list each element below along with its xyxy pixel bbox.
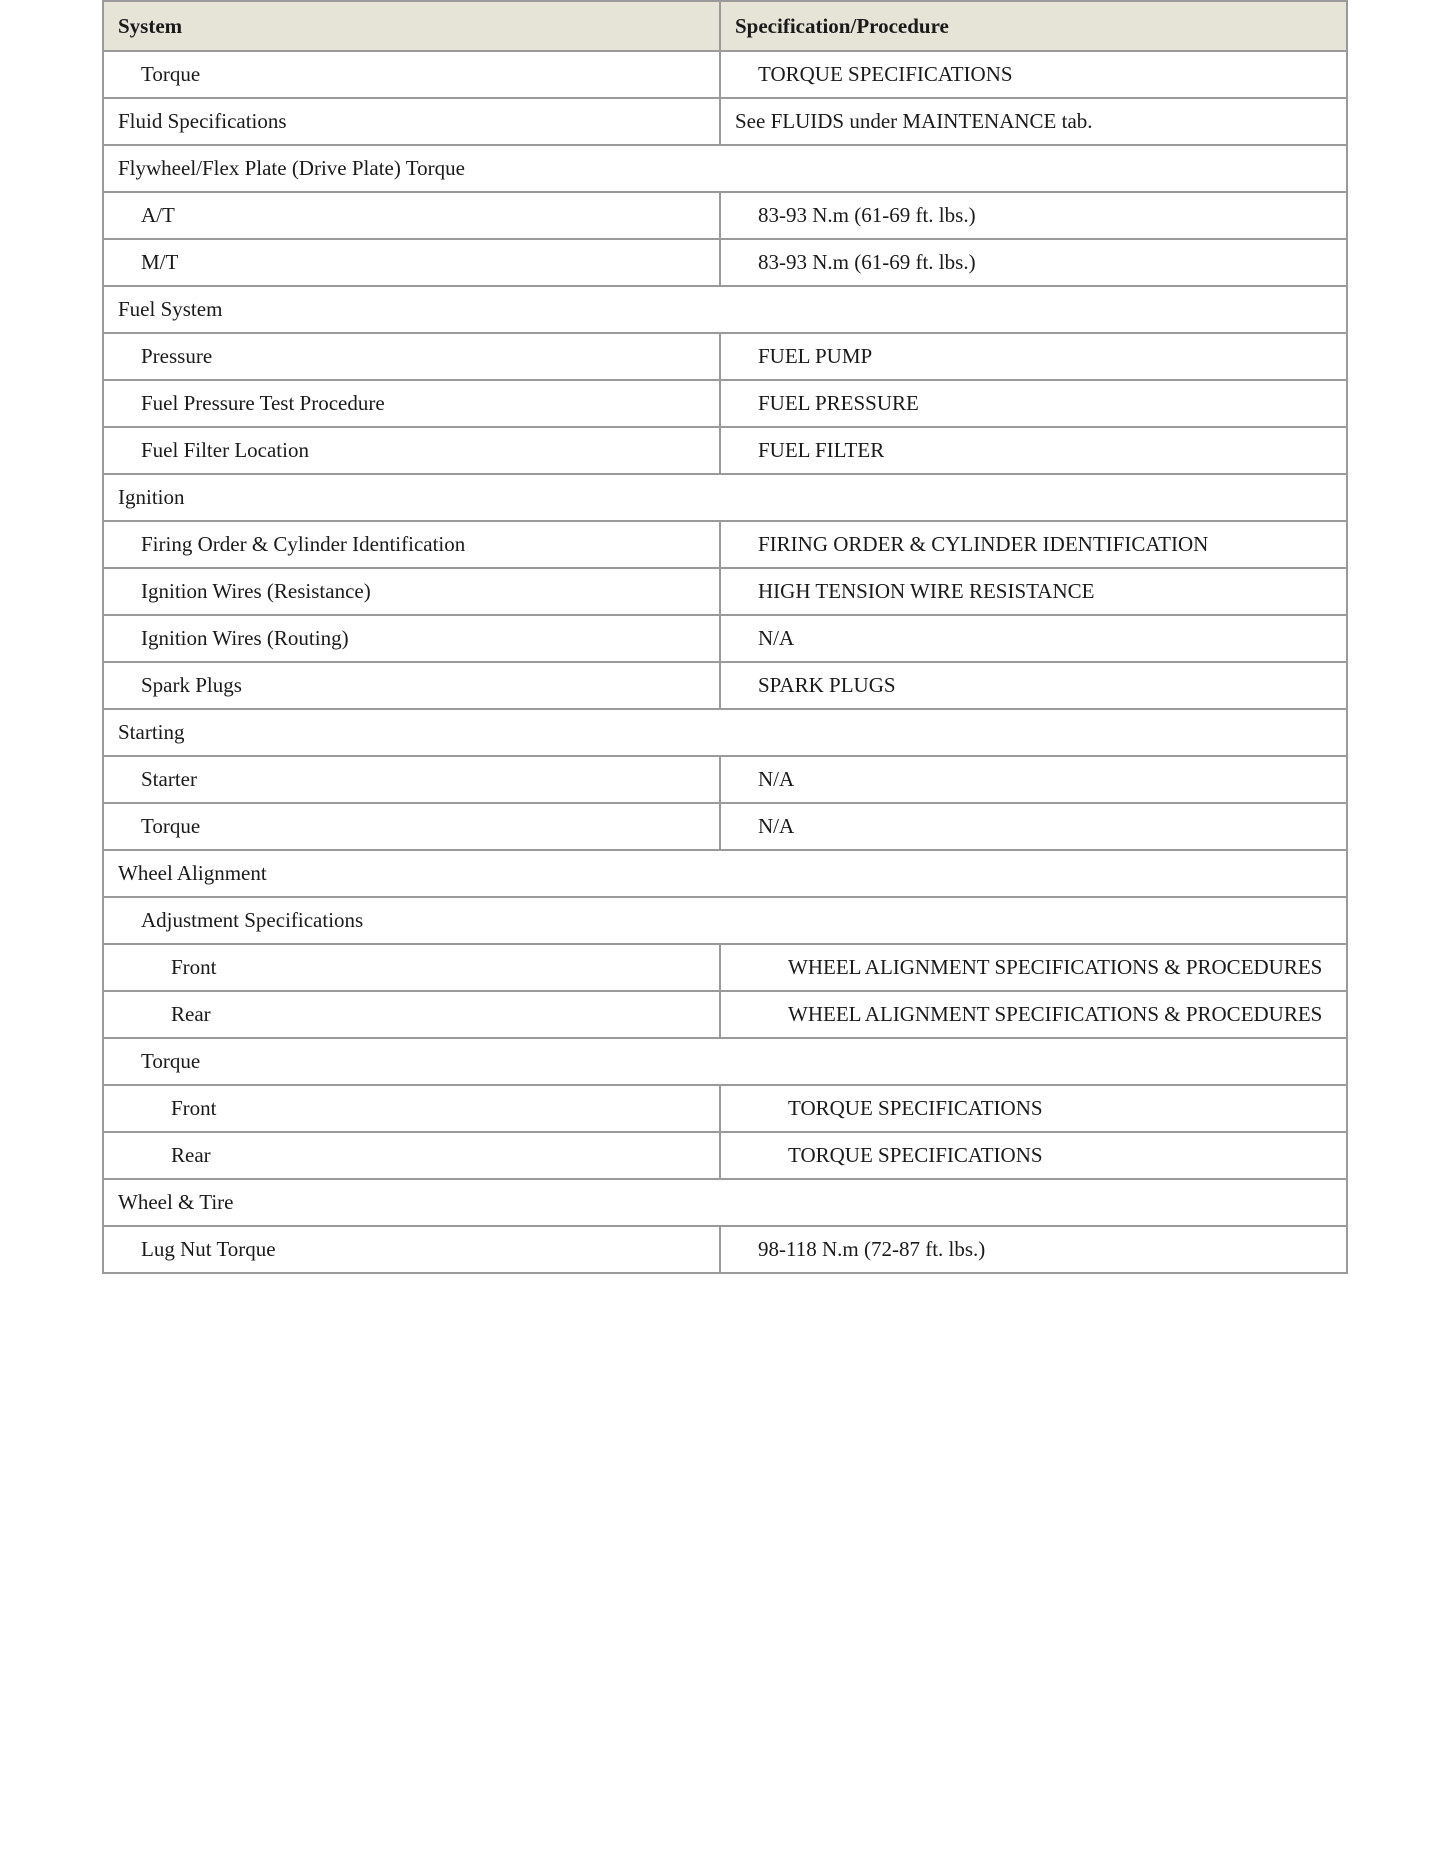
row-label: Torque [103, 51, 720, 98]
section-label: Flywheel/Flex Plate (Drive Plate) Torque [103, 145, 1347, 192]
subsection-row [103, 897, 1347, 944]
row-label: Fluid Specifications [103, 98, 720, 145]
table-row [103, 427, 1347, 474]
row-label: Starter [103, 756, 720, 803]
section-label: Ignition [103, 474, 1347, 521]
row-value: 83-93 N.m (61-69 ft. lbs.) [720, 192, 1347, 239]
row-value: FUEL FILTER [720, 427, 1347, 474]
table-row [103, 380, 1347, 427]
row-value: FIRING ORDER & CYLINDER IDENTIFICATION [720, 521, 1347, 568]
table-row [103, 1226, 1347, 1273]
section-label: Wheel Alignment [103, 850, 1347, 897]
row-value: FUEL PUMP [720, 333, 1347, 380]
section-row [103, 1179, 1347, 1226]
section-row [103, 474, 1347, 521]
table-row [103, 51, 1347, 98]
header-system: System [103, 1, 720, 51]
table-row [103, 98, 1347, 145]
subsection-row [103, 1038, 1347, 1085]
row-label: A/T [103, 192, 720, 239]
table-row [103, 239, 1347, 286]
table-row [103, 615, 1347, 662]
section-row [103, 709, 1347, 756]
specifications-table [102, 0, 1348, 1274]
table-row [103, 333, 1347, 380]
table-row [103, 521, 1347, 568]
table-row [103, 1132, 1347, 1179]
row-value: TORQUE SPECIFICATIONS [720, 1132, 1347, 1179]
row-value: TORQUE SPECIFICATIONS [720, 1085, 1347, 1132]
row-value: N/A [720, 803, 1347, 850]
table-row [103, 662, 1347, 709]
header-specification: Specification/Procedure [720, 1, 1347, 51]
section-label: Starting [103, 709, 1347, 756]
row-label: Torque [103, 803, 720, 850]
row-label: Fuel Pressure Test Procedure [103, 380, 720, 427]
row-value: See FLUIDS under MAINTENANCE tab. [720, 98, 1347, 145]
row-label: Front [103, 944, 720, 991]
section-row [103, 145, 1347, 192]
row-label: Fuel Filter Location [103, 427, 720, 474]
table-header-row [103, 1, 1347, 51]
row-value: 98-118 N.m (72-87 ft. lbs.) [720, 1226, 1347, 1273]
table-row [103, 1085, 1347, 1132]
section-row [103, 850, 1347, 897]
subsection-label: Adjustment Specifications [103, 897, 1347, 944]
section-row [103, 286, 1347, 333]
row-value: TORQUE SPECIFICATIONS [720, 51, 1347, 98]
row-label: Rear [103, 1132, 720, 1179]
row-label: Firing Order & Cylinder Identification [103, 521, 720, 568]
row-label: Pressure [103, 333, 720, 380]
table-row [103, 991, 1347, 1038]
row-label: Ignition Wires (Resistance) [103, 568, 720, 615]
row-label: Lug Nut Torque [103, 1226, 720, 1273]
row-value: FUEL PRESSURE [720, 380, 1347, 427]
row-label: Ignition Wires (Routing) [103, 615, 720, 662]
table-row [103, 756, 1347, 803]
row-label: Rear [103, 991, 720, 1038]
section-label: Fuel System [103, 286, 1347, 333]
row-value: SPARK PLUGS [720, 662, 1347, 709]
row-value: WHEEL ALIGNMENT SPECIFICATIONS & PROCEDURES [720, 991, 1347, 1038]
row-label: Spark Plugs [103, 662, 720, 709]
row-label: Front [103, 1085, 720, 1132]
subsection-label: Torque [103, 1038, 1347, 1085]
row-value: N/A [720, 756, 1347, 803]
row-label: M/T [103, 239, 720, 286]
table-row [103, 568, 1347, 615]
table-row [103, 192, 1347, 239]
row-value: HIGH TENSION WIRE RESISTANCE [720, 568, 1347, 615]
table-row [103, 803, 1347, 850]
table-row [103, 944, 1347, 991]
row-value: 83-93 N.m (61-69 ft. lbs.) [720, 239, 1347, 286]
row-value: N/A [720, 615, 1347, 662]
section-label: Wheel & Tire [103, 1179, 1347, 1226]
row-value: WHEEL ALIGNMENT SPECIFICATIONS & PROCEDURES [720, 944, 1347, 991]
